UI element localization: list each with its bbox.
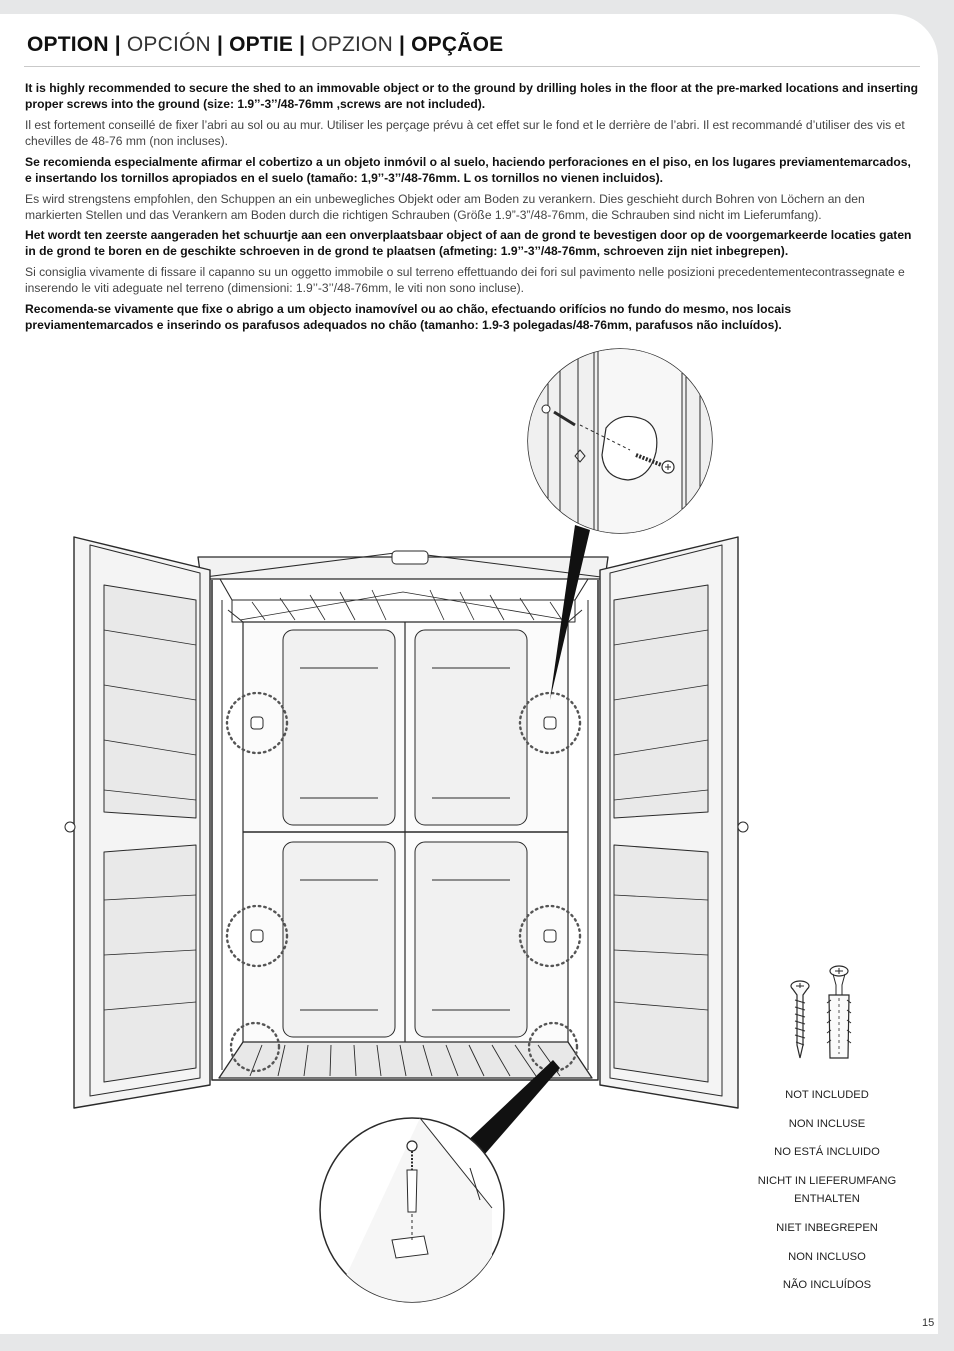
screw-icon — [791, 981, 809, 1058]
paragraph-french: Il est fortement conseillé de fixer l’abri au sol ou au mur. Utiliser les perçage prévu à cet effet sur le fond et le derrière de l’abri. Il est recommandé d’utiliser des vis et chevilles de 48-76 mm (non incluses). — [25, 118, 905, 148]
heading-option-en: OPTION — [27, 33, 109, 56]
paragraph-spanish: Se recomienda especialmente afirmar el cobertizo a un objeto inmóvil o al suelo, haciendo perforaciones en el piso, en los lugares previamentemarcados, e insertando los tornillos apropiados en el suelo (tamaño: 1,9’’-3’’/48-76mm. L os tornillos no vienen incluidos). — [25, 155, 911, 185]
paragraph-dutch: Het wordt ten zeerste aangeraden het schuurtje aan een onverplaatsbaar object of aan de grond te bevestigen door op de voorgemarkeerde locaties gaten in de grond te boren en de geschikte schroeven in de grond te plaatsen (afmeting: 1.9’’-3’’/48-76mm, schroeven zijn niet inbegrepen). — [25, 228, 912, 258]
heading-separator: | — [392, 33, 412, 56]
wall-plug-icon — [827, 966, 851, 1058]
heading-separator: | — [108, 33, 127, 56]
heading-option-nl: OPTIE — [229, 33, 294, 56]
right-door — [600, 537, 748, 1108]
paragraph-portuguese: Recomenda-se vivamente que fixe o abrigo a um objecto inamovível ou ao chão, efectuando orifícios no fundo do mesmo, nos locais previamentemarcados e inserindo os parafusos adequados no chão (tamanho: 1.9-3 polegadas/48-76mm, parafusos não incluídos). — [25, 302, 792, 332]
shed-drawing — [65, 537, 748, 1108]
legend-not-included-es: NO ESTÁ INCLUIDO — [774, 1146, 880, 1158]
legend-not-included-nl: NIET INBEGREPEN — [776, 1222, 878, 1234]
legend-not-included-de-line1: NICHT IN LIEFERUMFANG — [757, 1175, 897, 1187]
legend-not-included-it: NON INCLUSO — [788, 1251, 866, 1263]
paragraph-italian: Si consiglia vivamente di fissare il capanno su un oggetto immobile o sul terreno effettuando dei fori sul pavimento nelle posizioni precedentementecontrassegnate e inserendo le viti adeguate nel terreno (dimensioni: 1.9’’-3’’/48-76mm, le viti non sono incluse). — [25, 265, 905, 295]
screw-and-plug-icons — [791, 966, 851, 1058]
roof-truss — [240, 590, 567, 620]
left-door — [65, 537, 210, 1108]
heading-option-pt: OPÇÃOE — [411, 33, 504, 56]
floor-screw-detail — [320, 1118, 504, 1310]
shed-roof — [198, 551, 608, 622]
legend-not-included-de-line2: ENTHALTEN — [794, 1193, 860, 1205]
shed-floor — [219, 1042, 592, 1078]
wall-screw-detail — [520, 345, 720, 545]
legend-not-included-pt: NÃO INCLUÍDOS — [782, 1279, 872, 1291]
page-number: 15 — [922, 1317, 935, 1329]
paragraph-english: It is highly recommended to secure the shed to an immovable object or to the ground by drilling holes in the floor at the pre-marked locations and inserting proper screws into the ground (size: 1.9’’-3’’/48-76mm ,screws are not included). — [25, 81, 919, 111]
leader-wedge-top — [550, 525, 590, 700]
legend-not-included-fr: NON INCLUSE — [788, 1118, 866, 1130]
paragraph-german: Es wird strengstens empfohlen, den Schuppen an ein unbewegliches Objekt oder am Boden zu verankern. Dies geschieht durch Bohren von Löchern an den markierten Stellen und das Verankern am Boden durch die richtigen Schrauben (Größe 1.9”-3”/48-76mm, die Schrauben sind nicht im Lieferumfang). — [25, 192, 865, 222]
heading-option-es: OPCIÓN — [126, 33, 211, 56]
legend-not-included-en: NOT INCLUDED — [785, 1089, 869, 1101]
heading-option-it: OPZION — [311, 33, 393, 56]
heading-separator: | — [293, 33, 312, 56]
heading-separator: | — [210, 33, 230, 56]
